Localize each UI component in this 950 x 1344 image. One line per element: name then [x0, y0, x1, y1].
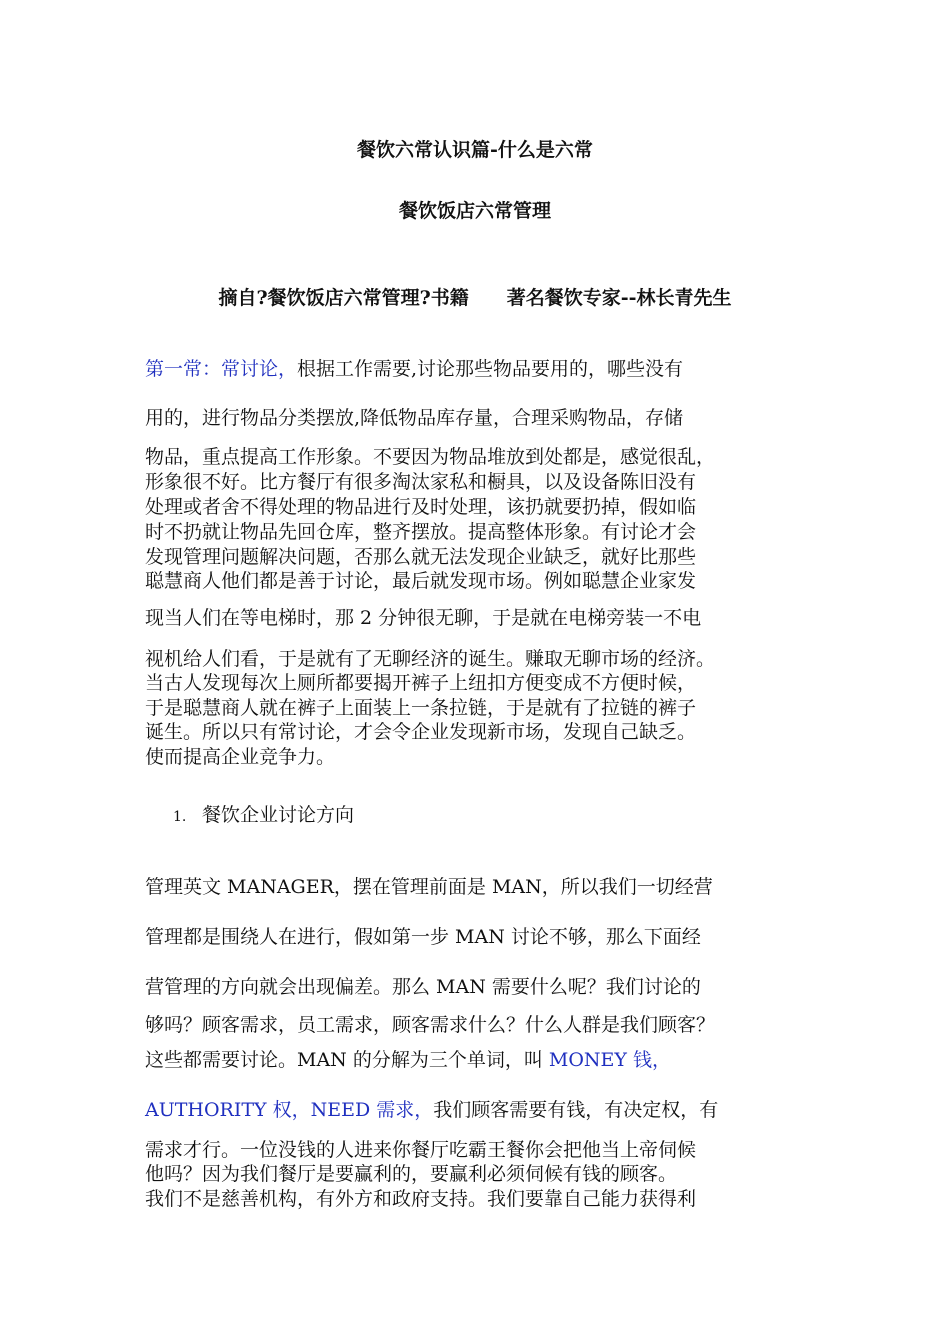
- paragraph-line: 第一常：常讨论，根据工作需要,讨论那些物品要用的，哪些没有: [145, 358, 684, 380]
- paragraph-line: 管理都是围绕人在进行，假如第一步 MAN 讨论不够，那么下面经: [145, 926, 701, 948]
- paragraph-line: 聪慧商人他们都是善于讨论，最后就发现市场。例如聪慧企业家发: [145, 570, 697, 592]
- paragraph-line: 时不扔就让物品先回仓库，整齐摆放。提高整体形象。有讨论才会: [145, 521, 697, 543]
- page-title: 餐饮六常认识篇-什么是六常: [357, 139, 593, 161]
- paragraph-line: 我们不是慈善机构，有外方和政府支持。我们要靠自己能力获得利: [145, 1188, 697, 1210]
- paragraph-line: 当古人发现每次上厕所都要揭开裤子上纽扣方便变成不方便时候，: [145, 672, 697, 694]
- paragraph-line: 够吗？顾客需求，员工需求，顾客需求什么？什么人群是我们顾客？: [145, 1014, 716, 1036]
- paragraph-line: 形象很不好。比方餐厅有很多淘汰家私和橱具，以及设备陈旧没有: [145, 471, 697, 493]
- paragraph-line: 于是聪慧商人就在裤子上面装上一条拉链，于是就有了拉链的裤子: [145, 697, 697, 719]
- paragraph-line: 使而提高企业竞争力。: [145, 746, 336, 768]
- paragraph-line: 需求才行。一位没钱的人进来你餐厅吃霸王餐你会把他当上帝伺候: [145, 1139, 697, 1161]
- authority-need-terms: AUTHORITY 权，NEED 需求，: [145, 1099, 434, 1121]
- paragraph-line: AUTHORITY 权，NEED 需求，我们顾客需要有钱，有决定权，有: [145, 1099, 719, 1121]
- paragraph-line: 他吗？因为我们餐厅是要赢利的，要赢利必须伺候有钱的顾客。: [145, 1163, 678, 1185]
- money-term: MONEY 钱，: [548, 1049, 671, 1071]
- paragraph-line: 发现管理问题解决问题，否那么就无法发现企业缺乏，就好比那些: [145, 546, 697, 568]
- paragraph-line: 这些都需要讨论。MAN 的分解为三个单词，叫 MONEY 钱，: [145, 1049, 671, 1071]
- page-subtitle: 餐饮饭店六常管理: [398, 200, 551, 222]
- paragraph-line: 诞生。所以只有常讨论，才会令企业发现新市场，发现自己缺乏。: [145, 721, 697, 743]
- list-item-text: 餐饮企业讨论方向: [202, 804, 355, 826]
- paragraph-line: 营管理的方向就会出现偏差。那么 MAN 需要什么呢？我们讨论的: [145, 976, 701, 998]
- paragraph-line: 现当人们在等电梯时，那 2 分钟很无聊，于是就在电梯旁装一不电: [145, 607, 702, 629]
- principle-label: 第一常：常讨论，: [145, 358, 298, 380]
- paragraph-line: 管理英文 MANAGER，摆在管理前面是 MAN，所以我们一切经营: [145, 876, 713, 898]
- paragraph-line: 处理或者舍不得处理的物品进行及时处理，该扔就要扔掉，假如临: [145, 496, 697, 518]
- paragraph-line: 用的，进行物品分类摆放,降低物品库存量，合理采购物品，存储: [145, 407, 684, 429]
- list-item-number: 1.: [173, 809, 187, 825]
- source-line: 摘自?餐饮饭店六常管理?书籍 著名餐饮专家--林长青先生: [218, 287, 732, 309]
- paragraph-line: 视机给人们看，于是就有了无聊经济的诞生。赚取无聊市场的经济。: [145, 648, 716, 670]
- paragraph-line: 物品，重点提高工作形象。不要因为物品堆放到处都是，感觉很乱，: [145, 446, 716, 468]
